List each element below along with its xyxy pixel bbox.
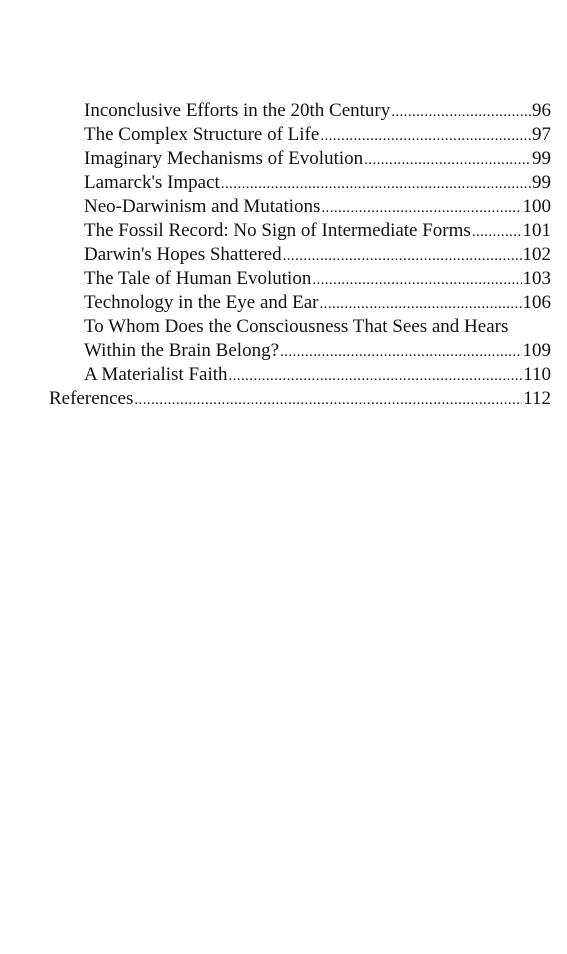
dot-leader: [391, 100, 531, 124]
toc-entry-continuation[interactable]: [0, 339, 567, 363]
toc-entry-title: The Complex Structure of Life: [84, 124, 320, 145]
toc-entry[interactable]: [0, 195, 567, 219]
toc-entry-title: Within the Brain Belong?: [84, 340, 280, 361]
toc-entry-page: 96: [532, 100, 551, 121]
toc-entry-title: Darwin's Hopes Shattered: [84, 244, 282, 265]
dot-leader: [134, 388, 522, 412]
table-of-contents: [0, 99, 567, 411]
toc-entry[interactable]: [0, 219, 567, 243]
toc-entry-page: 101: [522, 220, 551, 241]
toc-entry-title: Technology in the Eye and Ear: [84, 292, 319, 313]
toc-entry-page: 106: [522, 292, 551, 313]
toc-entry-title: The Tale of Human Evolution: [84, 268, 312, 289]
toc-entry-page: 109: [522, 340, 551, 361]
toc-entry-title: Lamarck's Impact: [84, 172, 220, 193]
toc-entry-title: Neo-Darwinism and Mutations: [84, 196, 321, 217]
toc-entry-page: 99: [532, 148, 551, 169]
toc-entry-title: References: [49, 388, 134, 409]
dot-leader: [229, 364, 523, 388]
toc-entry-chapter[interactable]: [0, 387, 567, 411]
toc-entry-page: 97: [532, 124, 551, 145]
toc-entry-page: 110: [523, 364, 551, 385]
toc-entry-page: 102: [522, 244, 551, 265]
toc-entry-first-line[interactable]: [0, 315, 567, 339]
toc-entry-title: The Fossil Record: No Sign of Intermediate Forms: [84, 220, 471, 241]
toc-entry-page: 99: [532, 172, 551, 193]
toc-entry[interactable]: [0, 363, 567, 387]
toc-entry[interactable]: [0, 147, 567, 171]
dot-leader: [320, 124, 531, 148]
dot-leader: [364, 148, 531, 172]
toc-entry-title: A Materialist Faith: [84, 364, 228, 385]
toc-entry-page: 112: [523, 388, 551, 409]
toc-entry[interactable]: [0, 267, 567, 291]
toc-entry-title: To Whom Does the Consciousness That Sees and Hears: [84, 316, 509, 337]
dot-leader: [472, 220, 522, 244]
dot-leader: [321, 196, 521, 220]
toc-entry-page: 103: [522, 268, 551, 289]
toc-entry-title: Inconclusive Efforts in the 20th Century: [84, 100, 391, 121]
dot-leader: [320, 292, 522, 316]
toc-entry[interactable]: [0, 291, 567, 315]
toc-entry[interactable]: [0, 243, 567, 267]
dot-leader: [221, 172, 531, 196]
dot-leader: [283, 244, 522, 268]
toc-entry-title: Imaginary Mechanisms of Evolution: [84, 148, 364, 169]
dot-leader: [280, 340, 521, 364]
toc-entry[interactable]: [0, 99, 567, 123]
toc-entry[interactable]: [0, 171, 567, 195]
toc-entry[interactable]: [0, 123, 567, 147]
dot-leader: [312, 268, 521, 292]
toc-entry-page: 100: [522, 196, 551, 217]
